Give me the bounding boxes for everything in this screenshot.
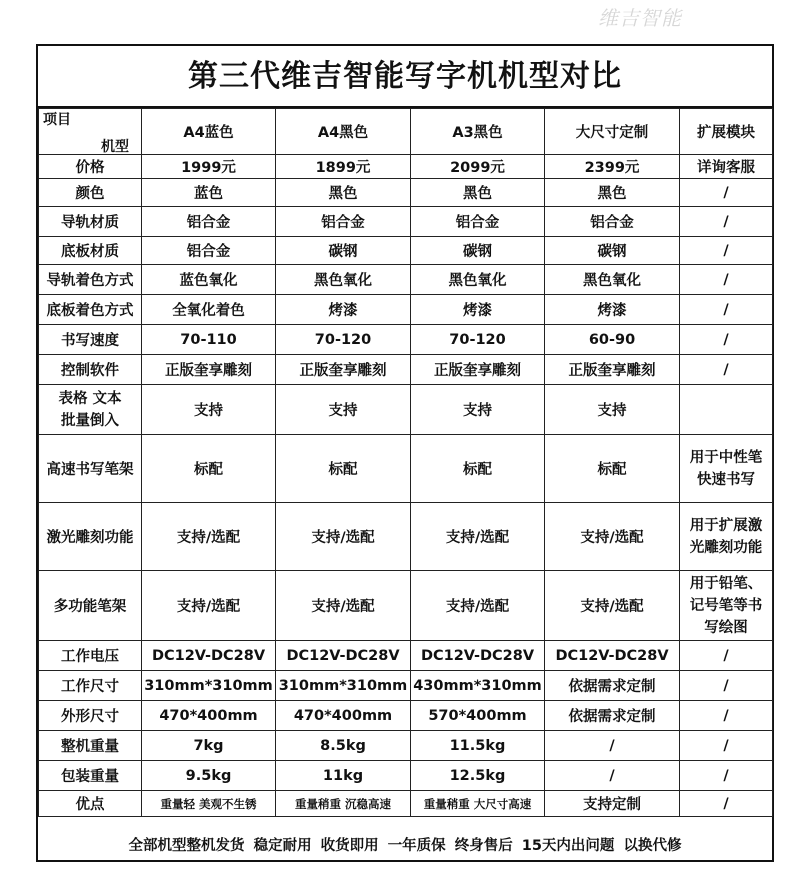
table-row: [39, 325, 773, 355]
table-cell: /: [680, 791, 773, 817]
column-header: A3黑色: [411, 109, 545, 155]
table-row: [39, 791, 773, 817]
table-row: [39, 207, 773, 237]
column-header: 大尺寸定制: [545, 109, 680, 155]
table-cell: DC12V-DC28V: [142, 641, 276, 671]
table-cell: 碳钢: [545, 237, 680, 265]
table-cell: 用于铅笔、记号笔等书写绘图: [680, 571, 773, 641]
table-cell: DC12V-DC28V: [276, 641, 411, 671]
table-row: [39, 295, 773, 325]
table-cell: 支持: [276, 385, 411, 435]
column-header: A4蓝色: [142, 109, 276, 155]
corner-model-label: 机型: [101, 138, 129, 155]
table-row: [39, 731, 773, 761]
table-cell: 11.5kg: [411, 731, 545, 761]
table-cell: 570*400mm: [411, 701, 545, 731]
table-row: [39, 503, 773, 571]
table-cell: 支持: [142, 385, 276, 435]
table-cell: 标配: [411, 435, 545, 503]
table-cell: 470*400mm: [276, 701, 411, 731]
table-cell: [680, 385, 773, 435]
row-label: 多功能笔架: [39, 571, 142, 641]
table-cell: 正版奎享雕刻: [276, 355, 411, 385]
table-cell: 标配: [276, 435, 411, 503]
row-label: 整机重量: [39, 731, 142, 761]
table-cell: 烤漆: [545, 295, 680, 325]
table-cell: 7kg: [142, 731, 276, 761]
table-cell: 黑色: [545, 179, 680, 207]
row-label: 工作电压: [39, 641, 142, 671]
table-row: [39, 701, 773, 731]
row-label: 书写速度: [39, 325, 142, 355]
table-cell: 全氧化着色: [142, 295, 276, 325]
table-cell: 12.5kg: [411, 761, 545, 791]
table-cell: 黑色氧化: [411, 265, 545, 295]
table-cell: /: [545, 731, 680, 761]
table-cell: 支持/选配: [545, 571, 680, 641]
table-cell: 正版奎享雕刻: [545, 355, 680, 385]
table-cell: 铝合金: [545, 207, 680, 237]
table-cell: 重量稍重 沉稳高速: [276, 791, 411, 817]
table-cell: 70-110: [142, 325, 276, 355]
table-cell: 9.5kg: [142, 761, 276, 791]
table-cell: 11kg: [276, 761, 411, 791]
column-header: A4黑色: [276, 109, 411, 155]
table-cell: DC12V-DC28V: [411, 641, 545, 671]
table-cell: 依据需求定制: [545, 671, 680, 701]
comparison-table: [38, 108, 773, 817]
row-label: 底板材质: [39, 237, 142, 265]
row-label: 控制软件: [39, 355, 142, 385]
page-title: 第三代维吉智能写字机机型对比: [38, 46, 772, 108]
table-cell: /: [680, 671, 773, 701]
table-row: [39, 355, 773, 385]
row-label: 价格: [39, 155, 142, 179]
table-row: [39, 761, 773, 791]
table-cell: 70-120: [276, 325, 411, 355]
table-cell: 70-120: [411, 325, 545, 355]
table-cell: 碳钢: [276, 237, 411, 265]
table-cell: 铝合金: [411, 207, 545, 237]
table-cell: 支持/选配: [411, 571, 545, 641]
table-cell: 470*400mm: [142, 701, 276, 731]
table-cell: 支持/选配: [142, 571, 276, 641]
row-label: 包装重量: [39, 761, 142, 791]
table-cell: 铝合金: [276, 207, 411, 237]
table-cell: /: [680, 295, 773, 325]
footer-note: 全部机型整机发货 稳定耐用 收货即用 一年质保 终身售后 15天内出问题 以换代修: [128, 838, 682, 854]
table-row: [39, 237, 773, 265]
table-cell: /: [680, 355, 773, 385]
table-cell: 蓝色氧化: [142, 265, 276, 295]
table-cell: /: [680, 731, 773, 761]
row-label: 外形尺寸: [39, 701, 142, 731]
table-cell: 依据需求定制: [545, 701, 680, 731]
table-cell: 重量稍重 大尺寸高速: [411, 791, 545, 817]
table-cell: 支持定制: [545, 791, 680, 817]
row-label: 表格 文本 批量倒入: [39, 385, 142, 435]
table-cell: 黑色: [276, 179, 411, 207]
table-cell: /: [680, 179, 773, 207]
table-cell: 2099元: [411, 155, 545, 179]
table-cell: /: [680, 265, 773, 295]
table-cell: 正版奎享雕刻: [411, 355, 545, 385]
table-cell: 310mm*310mm: [142, 671, 276, 701]
table-cell: 铝合金: [142, 207, 276, 237]
table-cell: 1899元: [276, 155, 411, 179]
column-header: 扩展模块: [680, 109, 773, 155]
table-row: [39, 641, 773, 671]
table-cell: 支持/选配: [142, 503, 276, 571]
table-row: [39, 435, 773, 503]
table-cell: /: [545, 761, 680, 791]
row-label: 底板着色方式: [39, 295, 142, 325]
table-cell: 支持/选配: [545, 503, 680, 571]
table-cell: /: [680, 761, 773, 791]
table-cell: 430mm*310mm: [411, 671, 545, 701]
row-label: 优点: [39, 791, 142, 817]
table-cell: 铝合金: [142, 237, 276, 265]
table-cell: 60-90: [545, 325, 680, 355]
table-cell: 支持/选配: [276, 503, 411, 571]
table-cell: /: [680, 325, 773, 355]
header-row: [39, 109, 773, 155]
table-cell: 用于扩展激光雕刻功能: [680, 503, 773, 571]
table-cell: 标配: [545, 435, 680, 503]
table-cell: 支持/选配: [276, 571, 411, 641]
table-cell: 黑色氧化: [545, 265, 680, 295]
table-cell: /: [680, 207, 773, 237]
table-cell: /: [680, 641, 773, 671]
table-row: [39, 155, 773, 179]
table-cell: 详询客服: [680, 155, 773, 179]
table-cell: 8.5kg: [276, 731, 411, 761]
table-cell: 用于中性笔快速书写: [680, 435, 773, 503]
watermark: 维吉智能: [598, 6, 682, 30]
row-label: 颜色: [39, 179, 142, 207]
table-cell: 支持: [411, 385, 545, 435]
table-cell: /: [680, 237, 773, 265]
corner-item-label: 项目: [43, 111, 71, 128]
table-cell: 1999元: [142, 155, 276, 179]
table-cell: 重量轻 美观不生锈: [142, 791, 276, 817]
row-label: 工作尺寸: [39, 671, 142, 701]
table-cell: /: [680, 701, 773, 731]
corner-cell: [39, 109, 142, 155]
table-cell: 310mm*310mm: [276, 671, 411, 701]
table-cell: 黑色氧化: [276, 265, 411, 295]
table-row: [39, 571, 773, 641]
table-cell: DC12V-DC28V: [545, 641, 680, 671]
table-cell: 2399元: [545, 155, 680, 179]
table-cell: 黑色: [411, 179, 545, 207]
table-cell: 支持: [545, 385, 680, 435]
table-cell: 标配: [142, 435, 276, 503]
table-cell: 烤漆: [411, 295, 545, 325]
comparison-sheet: [36, 44, 774, 862]
table-cell: 正版奎享雕刻: [142, 355, 276, 385]
table-cell: 烤漆: [276, 295, 411, 325]
table-row: [39, 671, 773, 701]
table-row: [39, 265, 773, 295]
row-label: 导轨材质: [39, 207, 142, 237]
table-cell: 支持/选配: [411, 503, 545, 571]
row-label: 导轨着色方式: [39, 265, 142, 295]
table-cell: 蓝色: [142, 179, 276, 207]
row-label: 激光雕刻功能: [39, 503, 142, 571]
table-cell: 碳钢: [411, 237, 545, 265]
table-row: [39, 179, 773, 207]
table-row: [39, 385, 773, 435]
row-label: 高速书写笔架: [39, 435, 142, 503]
